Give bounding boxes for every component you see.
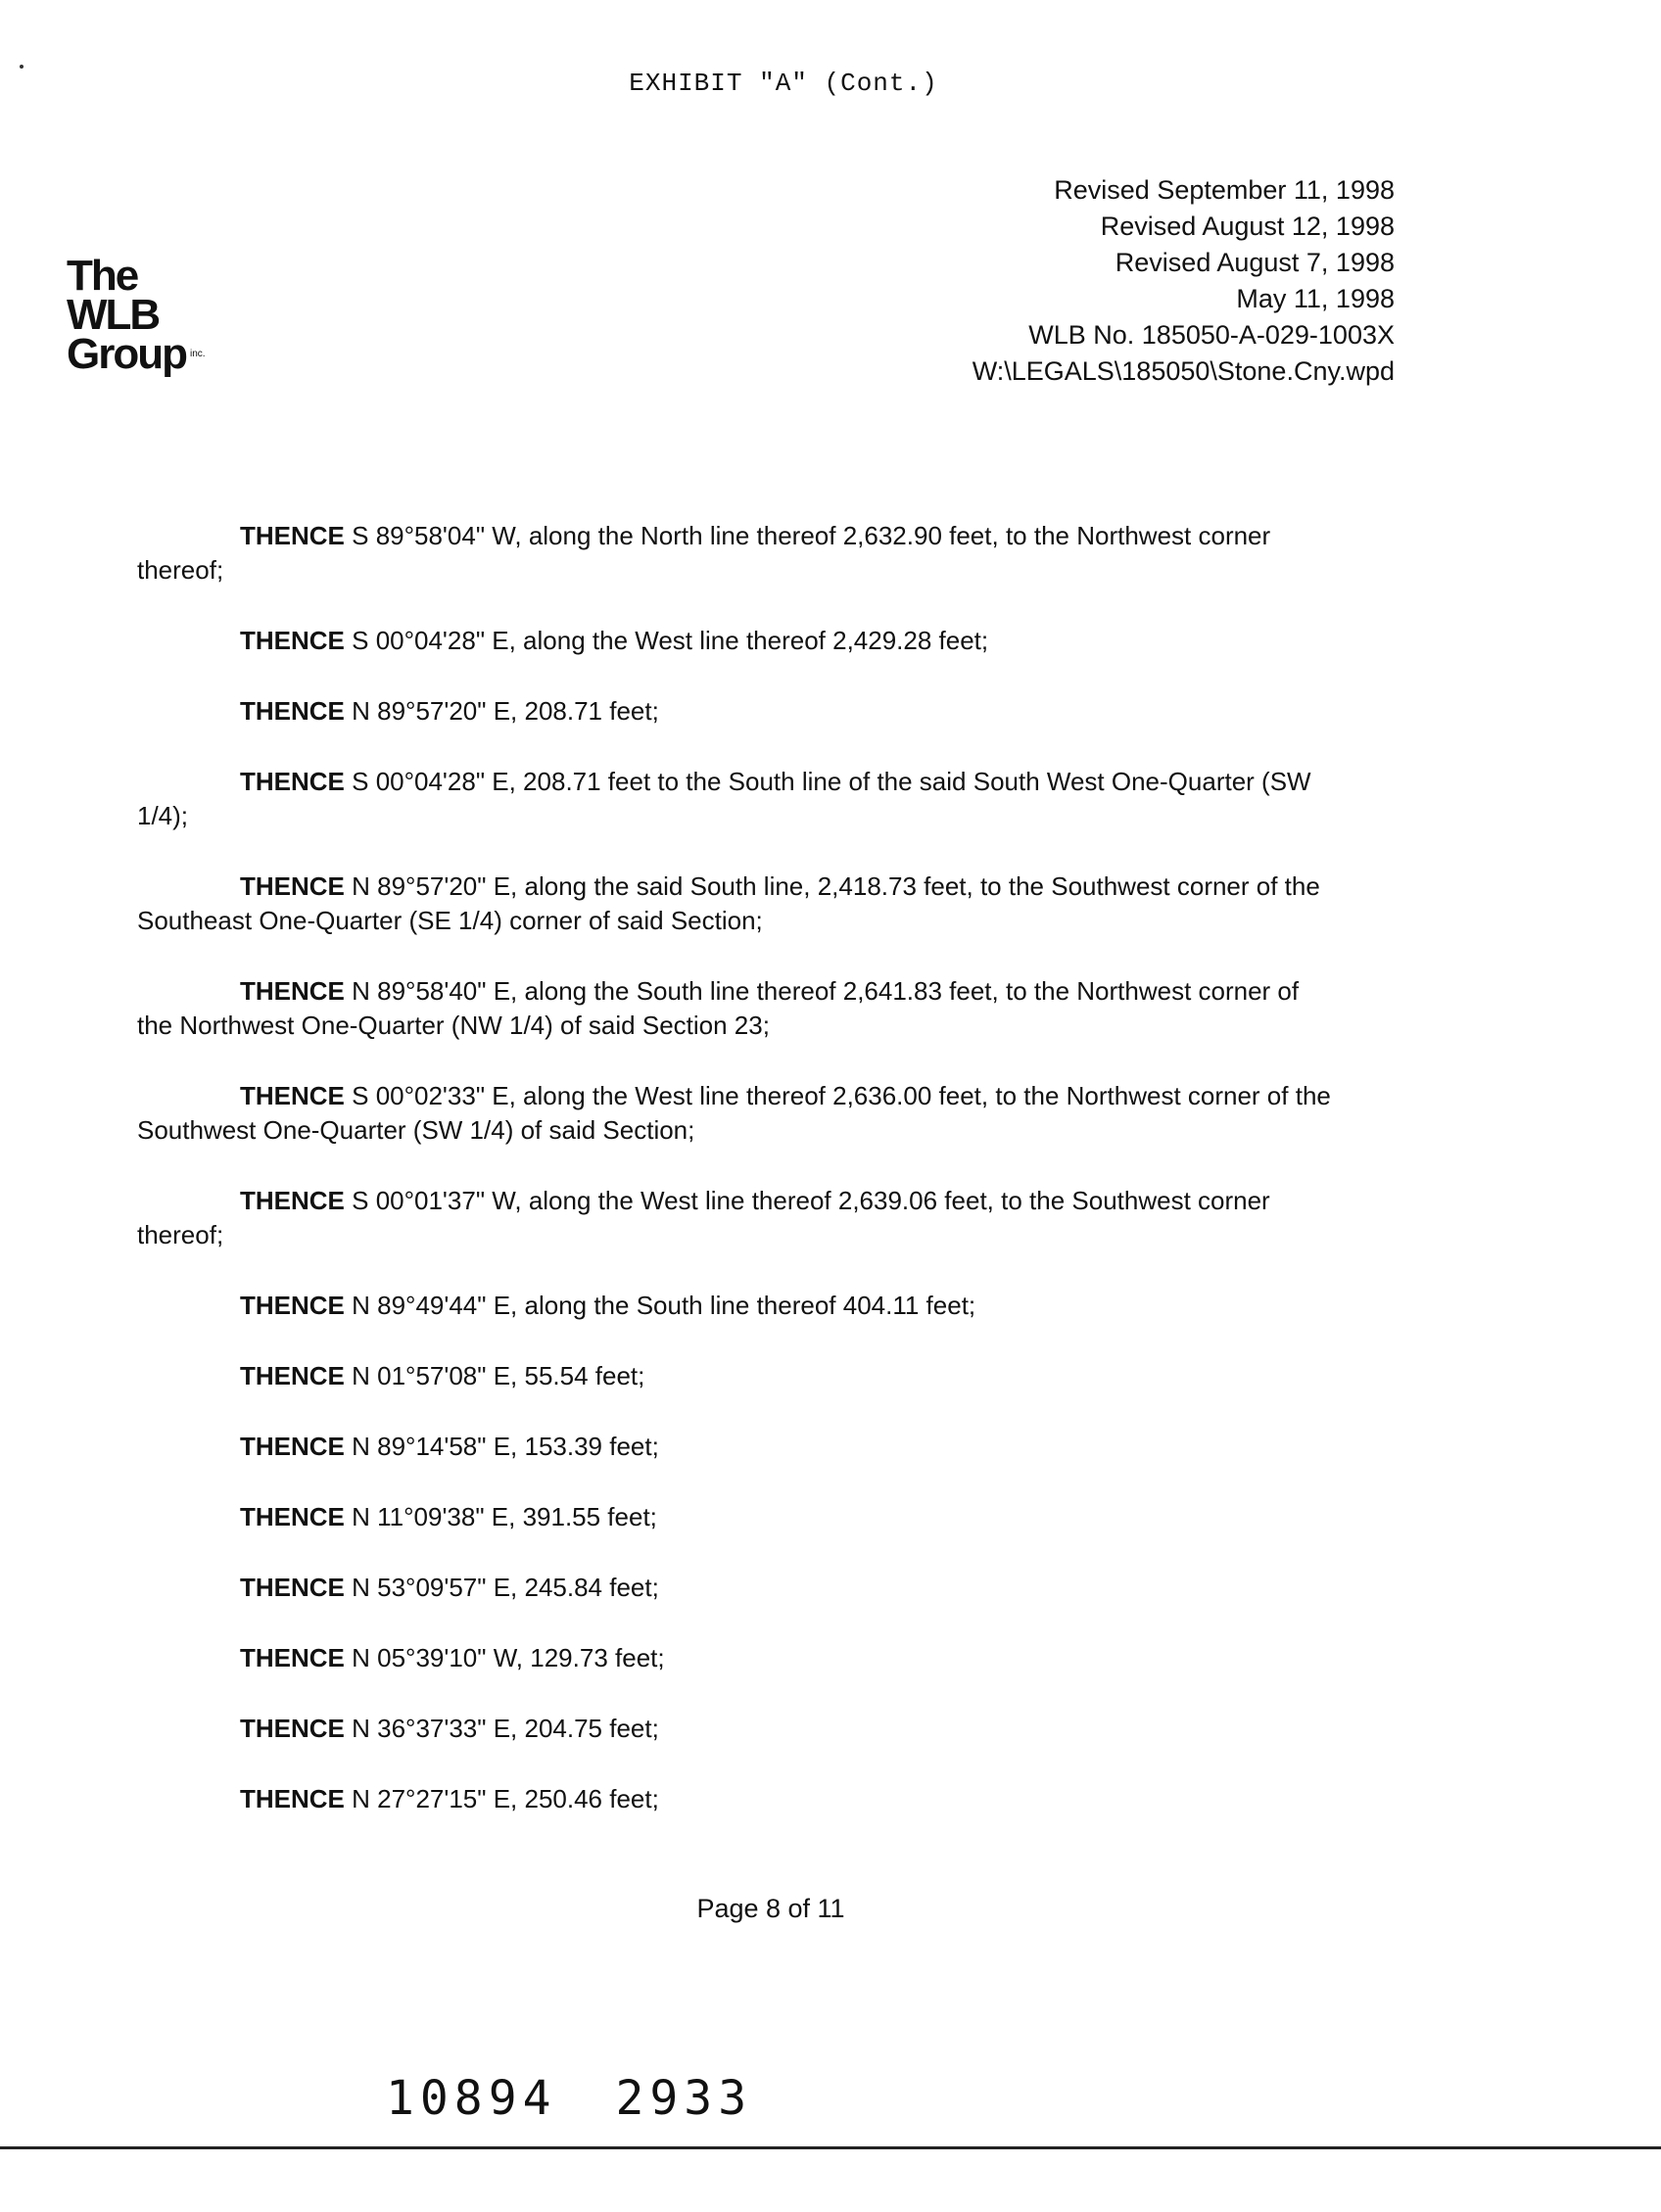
revision-line: Revised September 11, 1998 <box>1054 175 1395 205</box>
course-paragraph: THENCE S 00°04'28" E, 208.71 feet to the South line of the said South West One-Quarter (SW 1/4); <box>137 767 1311 830</box>
stamp-page-number: 2933 <box>615 2071 753 2126</box>
revision-line: Revised August 7, 1998 <box>1115 248 1395 277</box>
logo-line-1: The <box>67 252 138 300</box>
course-paragraph: THENCE N 89°14'58" E, 153.39 feet; <box>240 1432 659 1461</box>
course-paragraph: THENCE N 53°09'57" E, 245.84 feet; <box>240 1573 659 1602</box>
scan-speck <box>20 65 24 69</box>
course-paragraph: THENCE S 00°02'33" E, along the West line thereof 2,636.00 feet, to the Northwest corner of the Southwest One-Quarter (SW 1/4) of said Section; <box>137 1081 1331 1145</box>
course-paragraph: THENCE N 11°09'38" E, 391.55 feet; <box>240 1502 657 1531</box>
exhibit-title: EXHIBIT "A" (Cont.) <box>629 69 938 98</box>
course-paragraph: THENCE N 27°27'15" E, 250.46 feet; <box>240 1784 659 1813</box>
stamp-book-number: 10894 <box>386 2071 557 2126</box>
course-paragraph: THENCE N 01°57'08" E, 55.54 feet; <box>240 1361 645 1390</box>
page-number: Page 8 of 11 <box>696 1894 845 1923</box>
revision-line: Revised August 12, 1998 <box>1100 212 1395 241</box>
course-paragraph: THENCE N 89°58'40" E, along the South line thereof 2,641.83 feet, to the Northwest corner of the Northwest One-Quarter (NW 1/4) of said Section 23; <box>137 976 1300 1040</box>
logo-inc: inc. <box>189 349 206 359</box>
logo-line-2: WLB <box>67 291 160 339</box>
date-line: May 11, 1998 <box>1236 284 1395 313</box>
wlb-group-logo <box>67 252 206 378</box>
course-paragraph: THENCE N 36°37'33" E, 204.75 feet; <box>240 1714 659 1743</box>
logo-line-3: Group inc. <box>67 330 206 378</box>
file-path: W:\LEGALS\185050\Stone.Cny.wpd <box>972 356 1395 386</box>
course-paragraph: THENCE S 89°58'04" W, along the North line thereof 2,632.90 feet, to the Northwest corner thereof; <box>137 521 1271 585</box>
course-paragraph: THENCE N 05°39'10" W, 129.73 feet; <box>240 1643 665 1672</box>
legal-description <box>137 519 1332 1853</box>
revision-header <box>973 172 1395 390</box>
recording-stamp <box>386 2071 811 2126</box>
bottom-rule <box>0 2146 1661 2149</box>
course-paragraph: THENCE N 89°49'44" E, along the South line thereof 404.11 feet; <box>240 1291 976 1320</box>
course-paragraph: THENCE N 89°57'20" E, along the said South line, 2,418.73 feet, to the Southwest corner of the Southeast One-Quarter (SE 1/4) corner of said Section; <box>137 871 1320 935</box>
wlb-number: WLB No. 185050-A-029-1003X <box>1028 320 1395 350</box>
course-paragraph: THENCE S 00°04'28" E, along the West line thereof 2,429.28 feet; <box>240 626 989 655</box>
course-paragraph: THENCE N 89°57'20" E, 208.71 feet; <box>240 696 659 726</box>
course-paragraph: THENCE S 00°01'37" W, along the West line thereof 2,639.06 feet, to the Southwest corner thereof; <box>137 1186 1270 1249</box>
